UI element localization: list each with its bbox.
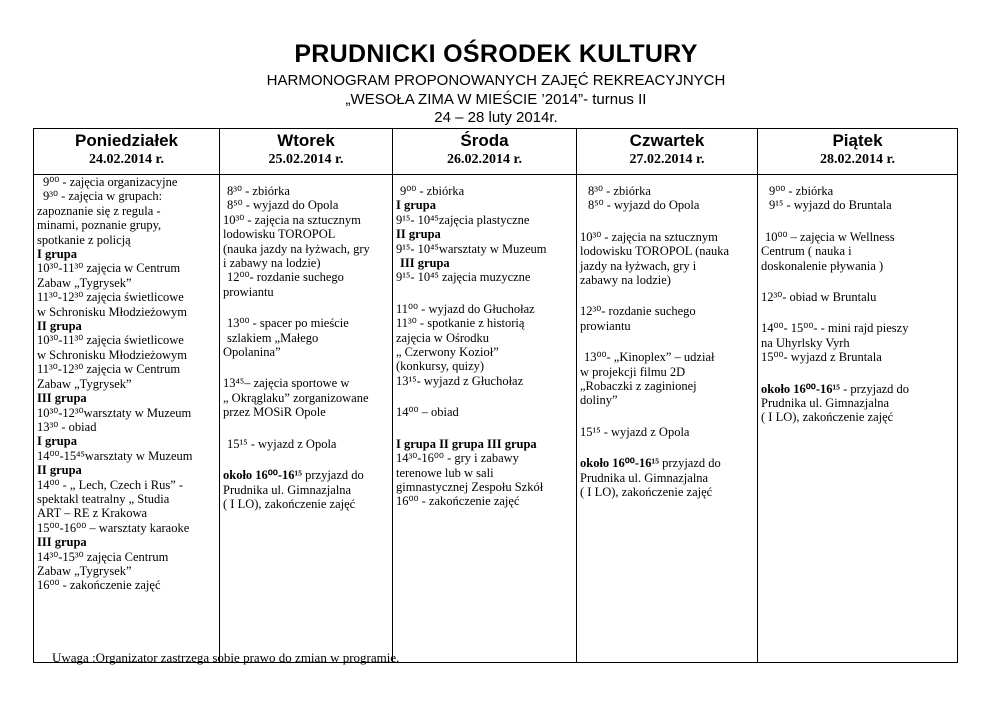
schedule-line: 11⁰⁰ - wyjazd do Głuchołaz [396, 301, 535, 316]
schedule-line: Zabaw „Tygrysek” [37, 275, 132, 290]
day-date: 27.02.2014 r. [629, 152, 705, 167]
schedule-line [223, 468, 389, 482]
schedule-line: 12³⁰- obiad w Bruntalu [761, 290, 877, 305]
day-header-monday [34, 129, 220, 175]
monday-cell [34, 175, 220, 663]
schedule-line: 12⁰⁰- rozdanie suchego [227, 270, 344, 285]
schedule-line: gimnastycznej Zespołu Szkół [396, 479, 544, 494]
schedule-line: zapoznanie się z regula - [37, 203, 161, 218]
schedule-line: 11³⁰-12³⁰ zajęcia w Centrum [37, 362, 181, 377]
schedule-line: jazdy na łyżwach, gry i [580, 258, 697, 273]
event-name: „WESOŁA ZIMA W MIEŚCIE ’2014”- turnus II [345, 91, 647, 108]
day-name: Wtorek [277, 131, 335, 150]
schedule-line: przez MOSiR Opole [223, 405, 326, 420]
schedule-line: (konkursy, quizy) [396, 359, 485, 374]
schedule-line: 9¹⁵- 10⁴⁵warsztaty w Muzeum [396, 241, 547, 256]
schedule-line: 9¹⁵- 10⁴⁵zajęcia plastyczne [396, 212, 530, 227]
schedule-line: 9⁰⁰ - zajęcia organizacyjne [43, 175, 178, 189]
schedule-line: lodowisku TOROPOL (nauka [580, 244, 730, 259]
schedule-line: 14⁰⁰ – obiad [396, 405, 459, 420]
schedule-line: 9¹⁵- 10⁴⁵ zajęcia muzyczne [396, 270, 531, 285]
group-label: II grupa [37, 463, 82, 478]
friday-cell [758, 175, 958, 663]
schedule-line: 8³⁰ - zbiórka [227, 184, 290, 198]
event-dates: 24 – 28 luty 2014r. [434, 109, 558, 126]
schedule-line: 10³⁰-11³⁰ zajęcia świetlicowe [37, 333, 184, 348]
schedule-line: „ Czerwony Kozioł” [396, 345, 499, 360]
group-label: I grupa [396, 198, 436, 213]
group-label: III grupa [37, 535, 87, 550]
schedule-line: (nauka jazdy na łyżwach, gry [223, 241, 370, 256]
arrival-time: około 16⁰⁰-16¹⁵ [580, 456, 659, 471]
day-name: Piątek [832, 131, 883, 150]
day-header-thursday [577, 129, 758, 175]
wednesday-cell [393, 175, 577, 663]
schedule-line: 9³⁰ - zajęcia w grupach: [43, 189, 163, 204]
schedule-line: w Schronisku Młodzieżowym [37, 304, 187, 319]
schedule-line: Prudnika ul. Gimnazjalna [761, 396, 890, 411]
schedule-line: 8⁵⁰ - wyjazd do Opola [227, 198, 339, 213]
schedule-line: 12³⁰- rozdanie suchego [580, 304, 696, 319]
schedule-row [34, 175, 958, 663]
schedule-line: i zabawy na lodzie) [223, 256, 321, 271]
schedule-line: spektakl teatralny „ Studia [37, 491, 170, 506]
schedule-line: 11³⁰ - spotkanie z historią [396, 316, 525, 331]
schedule-line: prowiantu [580, 318, 631, 333]
arrival-time: około 16⁰⁰-16¹⁵ [223, 468, 302, 483]
page-subtitle: HARMONOGRAM PROPONOWANYCH ZAJĘĆ REKREACYJNYCH [266, 72, 726, 89]
schedule-line: 13⁰⁰- „Kinoplex” – udział [584, 350, 715, 365]
schedule-line: „Robaczki z zaginionej [580, 379, 697, 394]
schedule-line: ( I LO), zakończenie zajęć [580, 485, 713, 500]
schedule-line: ( I LO), zakończenie zajęć [761, 410, 894, 425]
tuesday-cell [220, 175, 393, 663]
schedule-line: 13¹⁵- wyjazd z Głuchołaz [396, 373, 524, 388]
thursday-cell [577, 175, 758, 663]
schedule-line [761, 382, 954, 396]
schedule-line: ( I LO), zakończenie zajęć [223, 496, 356, 511]
schedule-line: 14⁰⁰ - „ Lech, Czech i Rus” - [37, 477, 184, 492]
arrival-time: około 16⁰⁰-16¹⁵ [761, 381, 840, 396]
schedule-line: zajęcia w Ośrodku [396, 330, 490, 345]
schedule-line: Centrum ( nauka i [761, 244, 852, 259]
schedule-line: w projekcji filmu 2D [580, 364, 686, 379]
schedule-line: 14³⁰-15³⁰ zajęcia Centrum [37, 549, 169, 564]
schedule-line: 15¹⁵ - wyjazd z Opola [580, 424, 690, 439]
schedule-line: w Schronisku Młodzieżowym [37, 347, 187, 362]
day-name: Czwartek [629, 131, 705, 150]
group-label: I grupa [37, 247, 77, 262]
schedule-line: ART – RE z Krakowa [37, 506, 148, 521]
group-label: I grupa [37, 434, 77, 449]
schedule-line: 10³⁰-11³⁰ zajęcia w Centrum [37, 261, 181, 276]
schedule-line: 9⁰⁰ - zbiórka [400, 184, 465, 198]
schedule-line: 10³⁰ - zajęcia na sztucznym [223, 212, 361, 227]
schedule-line: zabawy na lodzie) [580, 273, 671, 288]
schedule-line: 8⁵⁰ - wyjazd do Opola [588, 198, 700, 213]
schedule-line: minami, poznanie grupy, [37, 218, 162, 233]
schedule-line: 8³⁰ - zbiórka [588, 184, 651, 198]
schedule-line: Prudnika ul. Gimnazjalna [223, 482, 352, 497]
schedule-line: 13³⁰ - obiad [37, 419, 97, 434]
arrival-text: - przyjazd do [843, 381, 910, 396]
group-label: II grupa [396, 227, 441, 242]
schedule-line: Zabaw „Tygrysek” [37, 563, 132, 578]
schedule-line: na Uhyrlsky Vyrh [761, 335, 850, 350]
schedule-line: 9¹⁵ - wyjazd do Bruntala [769, 198, 892, 213]
schedule-line: 10⁰⁰ – zajęcia w Wellness [765, 229, 895, 244]
schedule-line: Opolanina” [223, 345, 281, 360]
schedule-line: 9⁰⁰ - zbiórka [769, 184, 834, 198]
page-title: PRUDNICKI OŚRODEK KULTURY [294, 40, 698, 68]
schedule-line: 10³⁰-12³⁰warsztaty w Muzeum [37, 405, 192, 420]
day-date: 25.02.2014 r. [268, 152, 344, 167]
day-date: 26.02.2014 r. [447, 152, 522, 167]
arrival-text: przyjazd do [662, 456, 721, 471]
schedule-line: 16⁰⁰ - zakończenie zajęć [396, 494, 520, 509]
schedule-line: 13⁴⁵– zajęcia sportowe w [223, 376, 350, 391]
schedule-line: 11³⁰-12³⁰ zajęcia świetlicowe [37, 290, 184, 305]
day-header-friday [758, 129, 958, 175]
group-label: I grupa II grupa III grupa [396, 436, 537, 451]
schedule-line: 15⁰⁰-16⁰⁰ – warsztaty karaoke [37, 520, 190, 535]
day-date: 28.02.2014 r. [820, 152, 895, 167]
schedule-line: 14⁰⁰- 15⁰⁰- - mini rajd pieszy [761, 321, 909, 336]
schedule-line: doliny” [580, 393, 618, 408]
day-header-tuesday [220, 129, 393, 175]
schedule-line: 16⁰⁰ - zakończenie zajęć [37, 578, 161, 593]
schedule-line: 14³⁰-16⁰⁰ - gry i zabawy [396, 451, 519, 466]
schedule-line [580, 456, 754, 470]
day-header-wednesday [393, 129, 577, 175]
schedule-table [33, 128, 958, 663]
group-label: III grupa [37, 391, 87, 406]
day-date: 24.02.2014 r. [89, 152, 164, 167]
schedule-line: Zabaw „Tygrysek” [37, 376, 132, 391]
schedule-line: 15⁰⁰- wyjazd z Bruntala [761, 350, 882, 365]
schedule-line: doskonalenie pływania ) [761, 258, 884, 273]
schedule-line: 14⁰⁰-15⁴⁵warsztaty w Muzeum [37, 448, 193, 463]
group-label: II grupa [37, 319, 82, 334]
schedule-line: terenowe lub w sali [396, 465, 494, 480]
schedule-line: Prudnika ul. Gimnazjalna [580, 470, 709, 485]
schedule-line: „ Okrąglaku” zorganizowane [223, 390, 369, 405]
footer-note: Uwaga :Organizator zastrzega sobie prawo do zmian w programie. [52, 650, 400, 665]
day-name: Środa [460, 131, 509, 150]
day-header-row [34, 129, 958, 175]
schedule-line: prowiantu [223, 284, 274, 299]
schedule-line: 15¹⁵ - wyjazd z Opola [227, 436, 337, 451]
arrival-text: przyjazd do [305, 468, 364, 483]
schedule-line: 13⁰⁰ - spacer po mieście [227, 316, 349, 331]
day-name: Poniedziałek [75, 131, 178, 150]
schedule-line: 10³⁰ - zajęcia na sztucznym [580, 229, 718, 244]
schedule-line: szlakiem „Małego [227, 330, 319, 345]
group-label: III grupa [400, 256, 450, 271]
schedule-line: lodowisku TOROPOL [223, 227, 336, 242]
schedule-line: spotkanie z policją [37, 232, 131, 247]
